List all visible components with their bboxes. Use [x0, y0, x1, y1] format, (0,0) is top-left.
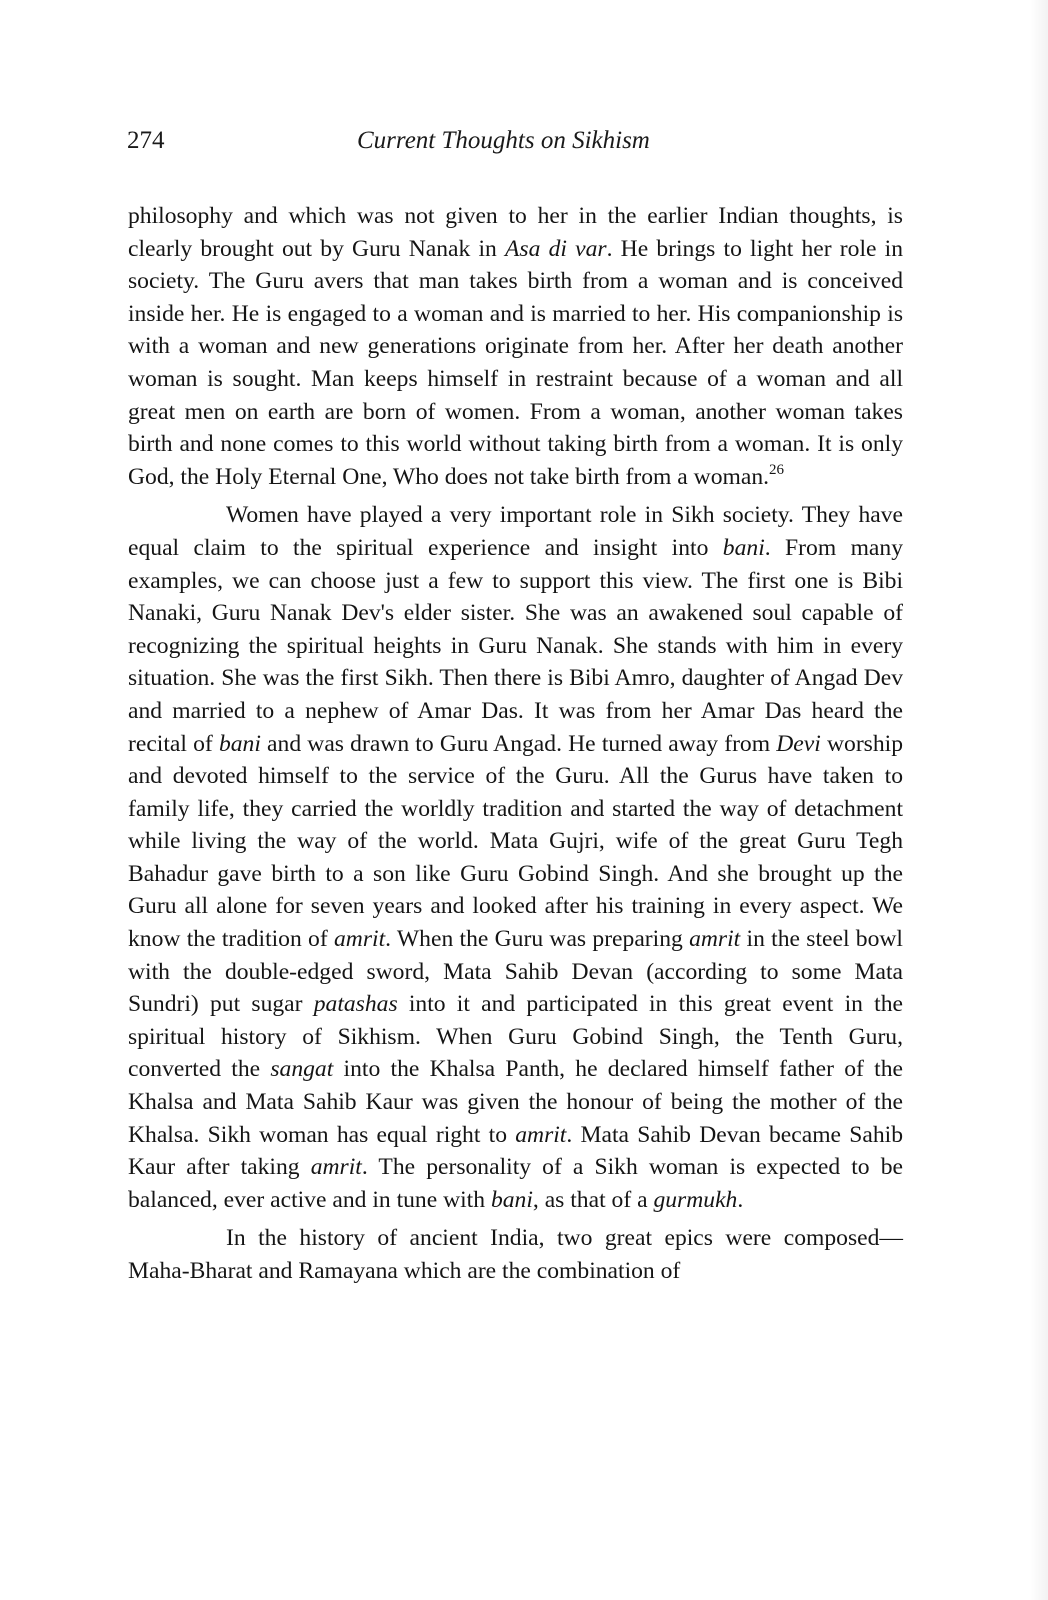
running-head [127, 127, 907, 161]
paragraph-p1 [128, 200, 903, 493]
text-run: in the steel bowl with the double-edged sword, Mata Sahib Devan (according to some Mata Sundri) put sugar [128, 926, 903, 1018]
italic-term: amrit [689, 926, 741, 953]
paragraph-p2 [128, 499, 903, 1216]
italic-term: bani [218, 730, 261, 757]
text-run: . [737, 1186, 744, 1213]
italic-term: sangat [270, 1056, 334, 1083]
italic-term: patashas [313, 991, 398, 1018]
text-run: . He brings to light her role in society. The Guru avers that man takes birth from a woman and is conceived inside her. He is engaged to a woman and is married to her. His companionship is with a woman and new generations originate from her. After her death another woman is sought. Man keeps himself in restraint because of a woman and all great men on earth are born of women. From a woman, another woman takes birth and none comes to this world without taking birth from a woman. It is only God, the Holy Eternal One, Who does not take birth from a woman. [128, 235, 904, 490]
italic-term: amrit [515, 1121, 567, 1148]
text-run: worship and devoted himself to the service of the Guru. All the Gurus have taken to family life, they carried the worldly tradition and started the way of detachment while living the way of the world. Mata Gujri, wife of the great Guru Tegh Bahadur gave birth to a son like Guru Gobind Singh. And she brought up the Guru all alone for seven years and looked after his training in every aspect. We know the tradition of [128, 730, 904, 953]
text-run: . From many examples, we can choose just a few to support this view. The first one is Bibi Nanaki, Guru Nanak Dev's elder sister. She was an awakened soul capable of recognizing the spiritual heights in Guru Nanak. She stands with him in every situation. She was the first Sikh. Then there is Bibi Amro, daughter of Angad Dev and married to a nephew of Amar Das. It was from her Amar Das heard the recital of [128, 534, 903, 757]
italic-term: Devi [776, 730, 821, 757]
running-title: Current Thoughts on Sikhism [357, 127, 650, 154]
italic-term: bani [490, 1186, 533, 1213]
italic-term: amrit [310, 1154, 362, 1181]
text-run: into it and participated in this great event in the spiritual history of Sikhism. When Guru Gobind Singh, the Tenth Guru, converted the [128, 991, 903, 1083]
text-run: In the history of ancient India, two great epics were composed— Maha-Bharat and Ramayana which are the combination of [128, 1225, 903, 1284]
italic-term: Asa di var [505, 235, 607, 262]
footnote-ref: 26 [769, 461, 785, 478]
text-run: philosophy and which was not given to her in the earlier Indian thoughts, is clearly brought out by Guru Nanak in [128, 203, 903, 262]
text-run: . The personality of a Sikh woman is expected to be balanced, ever active and in tune with [128, 1154, 903, 1213]
text-run: , as that of a [532, 1186, 654, 1213]
italic-term: bani [722, 534, 765, 561]
text-run: into the Khalsa Panth, he declared himself father of the Khalsa and Mata Sahib Kaur was given the honour of being the mother of the Khalsa. Sikh woman has equal right to [128, 1056, 903, 1148]
text-run: and was drawn to Guru Angad. He turned away from [260, 730, 777, 757]
text-run: Women have played a very important role in Sikh society. They have equal claim to the spiritual experience and insight into [128, 502, 903, 561]
text-run: . When the Guru was preparing [385, 926, 690, 953]
paragraph-p3 [128, 1222, 903, 1287]
text-run: . Mata Sahib Devan became Sahib Kaur after taking [128, 1121, 904, 1181]
page-number: 274 [127, 127, 165, 154]
italic-term: amrit [334, 926, 386, 953]
body-text [128, 200, 903, 1288]
italic-term: gurmukh [653, 1186, 738, 1213]
